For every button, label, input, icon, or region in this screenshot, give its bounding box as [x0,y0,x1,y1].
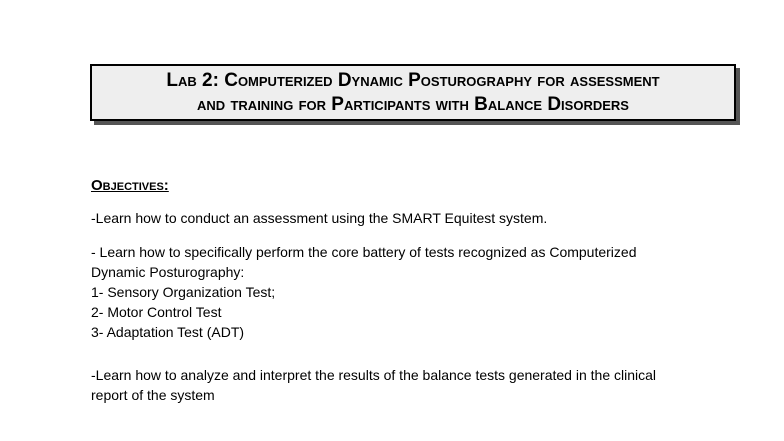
test-list-item: 2- Motor Control Test [91,304,222,320]
objective-item-3-line-1: -Learn how to analyze and interpret the results of the balance tests generated in the clinical [91,367,657,383]
objective-item-2-line-2: Dynamic Posturography: [91,264,245,280]
objectives-heading: Objectives: [91,177,169,194]
objective-item-2-line-1: - Learn how to specifically perform the core battery of tests recognized as Computerized [91,244,637,260]
title-box [90,64,736,121]
objective-item-1 [91,208,547,228]
objective-item-1-text: -Learn how to conduct an assessment using the SMART Equitest system. [91,210,548,226]
test-list-item: 1- Sensory Organization Test; [91,284,276,300]
objective-item-3-line-2: report of the system [91,387,215,403]
objective-item-2 [91,242,636,342]
title-line-2: and training for Participants with Balance Disorders [197,93,629,115]
objective-item-3 [91,365,656,405]
test-list-item: 3- Adaptation Test (ADT) [91,324,245,340]
title-line-1: Lab 2: Computerized Dynamic Posturography for assessment [166,69,660,91]
